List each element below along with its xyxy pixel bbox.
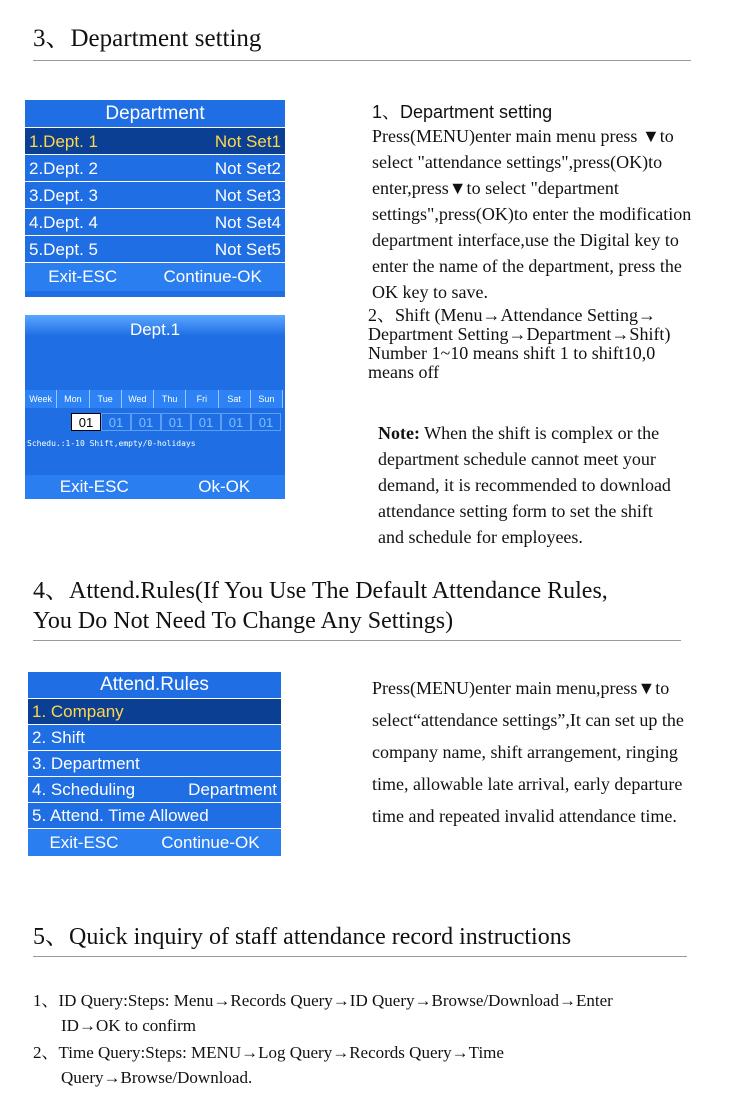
attend-rules-footer — [28, 829, 281, 856]
attend-rules-paragraph — [372, 672, 747, 832]
shift-value-sun[interactable]: 01 — [251, 413, 281, 431]
rules-row-scheduling[interactable] — [28, 777, 281, 803]
rules-row-label: 3. Department — [32, 753, 140, 773]
text-line: 2、Shift (Menu→Attendance Setting→ — [368, 305, 656, 325]
weekday-label: Week — [25, 390, 57, 408]
text-span: When the shift is complex or the — [419, 423, 660, 443]
section-3-divider — [33, 60, 691, 61]
weekday-label: Sun — [251, 390, 283, 408]
weekday-header — [25, 390, 283, 408]
ok-button[interactable]: Ok-OK — [198, 477, 251, 496]
heading-line: You Do Not Need To Change Any Settings) — [33, 608, 454, 634]
text-line: Number 1~10 means shift 1 to shift10,0 — [368, 343, 656, 363]
note-label: Note: — [378, 423, 420, 443]
text-line: time and repeated invalid attendance time. — [372, 806, 677, 826]
dept-row-5[interactable] — [25, 236, 285, 263]
schedule-grid — [25, 345, 285, 475]
rules-row-shift[interactable] — [28, 725, 281, 751]
text-line: enter,press▼to select "department — [372, 178, 619, 198]
shift-values — [71, 413, 281, 431]
department-screen-footer — [25, 263, 285, 291]
text-line: department interface,use the Digital key to — [372, 230, 679, 250]
time-query-item — [33, 1040, 733, 1090]
exit-esc-button[interactable]: Exit-ESC — [49, 833, 119, 852]
dept-row-value: Not Set2 — [214, 158, 281, 178]
text-line: Department Setting→Department→Shift) — [368, 324, 671, 344]
schedule-screen-title: Dept.1 — [25, 315, 285, 345]
text-line: ID→OK to confirm — [61, 1016, 197, 1035]
weekday-label: Fri — [186, 390, 218, 408]
dept-row-label: 2.Dept. 2 — [29, 158, 98, 178]
weekday-label: Tue — [90, 390, 122, 408]
text-line: department schedule cannot meet your — [378, 449, 656, 469]
schedule-screen-footer — [25, 475, 285, 499]
continue-ok-button[interactable]: Continue-OK — [163, 267, 262, 286]
text-line: company name, shift arrangement, ringing — [372, 742, 678, 762]
text-line: select "attendance settings",press(OK)to — [372, 152, 663, 172]
department-screen-title: Department — [25, 100, 285, 128]
schedule-hint: Schedu.:1-10 Shift,empty/0-holidays — [27, 439, 196, 448]
text-line: attendance setting form to set the shift — [378, 501, 653, 521]
dept-setting-paragraph — [372, 123, 747, 305]
text-line: select“attendance settings”,It can set up the — [372, 710, 684, 730]
weekday-label: Sat — [219, 390, 251, 408]
text-line: Query→Browse/Download. — [61, 1068, 253, 1087]
department-screen — [25, 100, 285, 297]
dept-row-4[interactable] — [25, 209, 285, 236]
exit-esc-button[interactable]: Exit-ESC — [48, 267, 118, 286]
continue-ok-button[interactable]: Continue-OK — [161, 833, 260, 852]
text-line: time, allowable late arrival, early departure — [372, 774, 683, 794]
text-line: 2、Time Query:Steps: MENU→Log Query→Records Query→Time — [33, 1043, 504, 1062]
shift-value-tue[interactable]: 01 — [101, 413, 131, 431]
attend-rules-screen — [28, 672, 281, 855]
rules-row-label: 1. Company — [32, 701, 124, 721]
text-line: demand, it is recommended to download — [378, 475, 671, 495]
text-line: OK key to save. — [372, 282, 488, 302]
shift-value-fri[interactable]: 01 — [191, 413, 221, 431]
shift-value-sat[interactable]: 01 — [221, 413, 251, 431]
dept-row-value: Not Set5 — [214, 239, 281, 259]
text-line: Press(MENU)enter main menu press ▼to — [372, 126, 674, 146]
dept-row-1[interactable] — [25, 128, 285, 155]
dept-row-label: 1.Dept. 1 — [29, 131, 98, 151]
text-line: settings",press(OK)to enter the modification — [372, 204, 692, 224]
note-paragraph — [378, 420, 743, 550]
rules-row-company[interactable] — [28, 699, 281, 725]
dept-setting-subtitle: 1、Department setting — [372, 102, 553, 122]
dept-row-3[interactable] — [25, 182, 285, 209]
heading-line: 4、Attend.Rules(If You Use The Default Attendance Rules, — [33, 578, 608, 604]
text-line — [378, 420, 743, 446]
dept-row-value: Not Set3 — [214, 185, 281, 205]
weekday-label: Mon — [57, 390, 89, 408]
id-query-item — [33, 988, 733, 1038]
section-4-divider — [33, 640, 681, 641]
shift-value-mon[interactable]: 01 — [71, 413, 101, 431]
section-4-heading — [33, 576, 608, 636]
exit-esc-button[interactable]: Exit-ESC — [59, 477, 129, 496]
section-5-heading: 5、Quick inquiry of staff attendance record instructions — [33, 924, 572, 950]
text-line: Press(MENU)enter main menu,press▼to — [372, 678, 670, 698]
rules-row-label: 2. Shift — [32, 727, 85, 747]
shift-value-wed[interactable]: 01 — [131, 413, 161, 431]
dept-row-value: Not Set4 — [214, 212, 281, 232]
rules-row-attend-time[interactable] — [28, 803, 281, 829]
text-line: 1、ID Query:Steps: Menu→Records Query→ID Query→Browse/Download→Enter — [33, 991, 613, 1010]
text-line: means off — [368, 362, 440, 382]
dept-row-label: 4.Dept. 4 — [29, 212, 98, 232]
rules-row-label: 4. Scheduling — [32, 779, 136, 799]
rules-row-department[interactable] — [28, 751, 281, 777]
weekday-label: Thu — [154, 390, 186, 408]
weekday-label: Wed — [122, 390, 154, 408]
text-line: and schedule for employees. — [378, 527, 583, 547]
dept-row-label: 3.Dept. 3 — [29, 185, 98, 205]
rules-row-value: Department — [188, 779, 277, 799]
shift-paragraph — [368, 306, 746, 382]
section-5-divider — [33, 956, 687, 957]
text-line: enter the name of the department, press the — [372, 256, 682, 276]
dept-row-2[interactable] — [25, 155, 285, 182]
attend-rules-title: Attend.Rules — [28, 672, 281, 699]
dept-row-label: 5.Dept. 5 — [29, 239, 98, 259]
shift-value-thu[interactable]: 01 — [161, 413, 191, 431]
rules-row-label: 5. Attend. Time Allowed — [32, 805, 209, 825]
dept-schedule-screen — [25, 315, 285, 509]
section-3-heading: 3、Department setting — [33, 25, 262, 52]
dept-row-value: Not Set1 — [214, 131, 281, 151]
